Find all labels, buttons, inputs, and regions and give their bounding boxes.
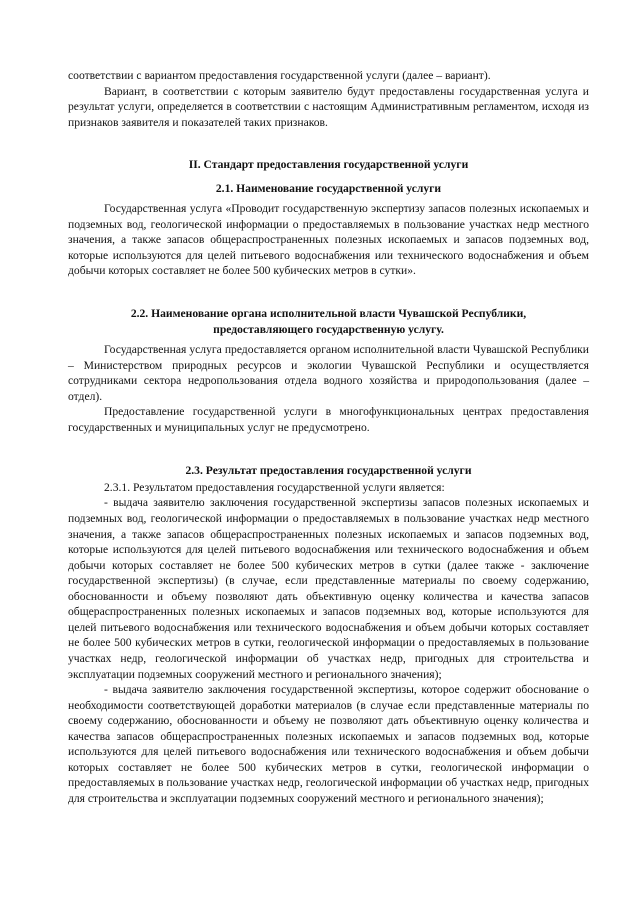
spacer (68, 173, 589, 181)
subsection-2-2-heading-line2: предоставляющего государственную услугу. (213, 322, 444, 336)
spacer (68, 130, 589, 157)
subsection-2-3-heading: 2.3. Результат предоставления государственной услуги (185, 464, 472, 478)
spacer (68, 435, 589, 463)
subsection-2-2-heading-line1: 2.2. Наименование органа исполнительной власти Чувашской Республики, (130, 307, 527, 321)
paragraph-2-2-authority: Государственная услуга предоставляется органом исполнительной власти Чувашской Республики – Министерством природных ресурсов и экологии Чувашской Республики и осуществляется сотрудниками сектора недропользования отдела водного хозяйства и природопользования (далее – отдел). (68, 343, 589, 403)
paragraph-2-3-result-revision: - выдача заявителю заключения государственной экспертизы, которое содержит обоснование о необходимости соответствующей доработки материалов (в случае если представленные материалы по своему содержанию, обоснованности и объему не позволяют дать объективную оценку количества и качества запасов общераспространенных полезных ископаемых и запасов подземных вод, которые используются для целей питьевого водоснабжения или технического водоснабжения и объем добычи которых составляет не более 500 кубических метров в сутки, геологической информации о предоставляемых в пользование участках недр, геологической информации об участках недр, пригодных для строительства и эксплуатации подземных сооружений местного и регионального значения); (68, 683, 589, 805)
paragraph-2-3-1: 2.3.1. Результатом предоставления государственной услуги является: (104, 480, 445, 494)
paragraph-variant: Вариант, в соответствии с которым заявителю будут предоставлены государственная услуга и результат услуги, определяется в соответствии с настоящим Административным регламентом, исходя из признаков заявителя и показателей таких признаков. (68, 84, 589, 129)
paragraph-intro-continuation: соответствии с вариантом предоставления государственной услуги (далее – вариант). (68, 69, 491, 82)
paragraph-2-1-service-name: Государственная услуга «Проводит государственную экспертизу запасов полезных ископаемых и подземных вод, геологической информации о предоставляемых в пользование участках недр местного значения, а также запасов общераспространенных полезных ископаемых и запасов подземных вод, которые используются для целей питьевого водоснабжения или технического водоснабжения и объем добычи которых составляет не более 500 кубических метров в сутки». (68, 202, 589, 278)
section-2-heading: II. Стандарт предоставления государственной услуги (188, 158, 469, 172)
paragraph-2-3-result-positive: - выдача заявителю заключения государственной экспертизы запасов полезных ископаемых и подземных вод, геологической информации о предоставляемых в пользование участках недр местного значения, а также запасов общераспространенных полезных ископаемых и запасов подземных вод, которые используются для целей питьевого водоснабжения или технического водоснабжения и объем добычи которых составляет не более 500 кубических метров в сутки (далее также - заключение государственной экспертизы) (в случае, если представленные материалы по своему содержанию, обоснованности и объему позволяют дать объективную оценку количества и качества запасов общераспространенных полезных ископаемых и запасов подземных вод, которые используются для целей питьевого водоснабжения или технического водоснабжения и объем добычи которых составляет не более 500 кубических метров в сутки, геологической информации о предоставляемых в пользование участках недр, геологической информации об участках недр, пригодных для строительства и эксплуатации подземных сооружений местного и регионального значения); (68, 496, 589, 681)
document-page (68, 68, 589, 806)
spacer (68, 279, 589, 306)
paragraph-2-2-mfc: Предоставление государственной услуги в многофункциональных центрах предоставления государственных и муниципальных услуг не предусмотрено. (68, 405, 589, 434)
subsection-2-1-heading: 2.1. Наименование государственной услуги (215, 181, 442, 195)
